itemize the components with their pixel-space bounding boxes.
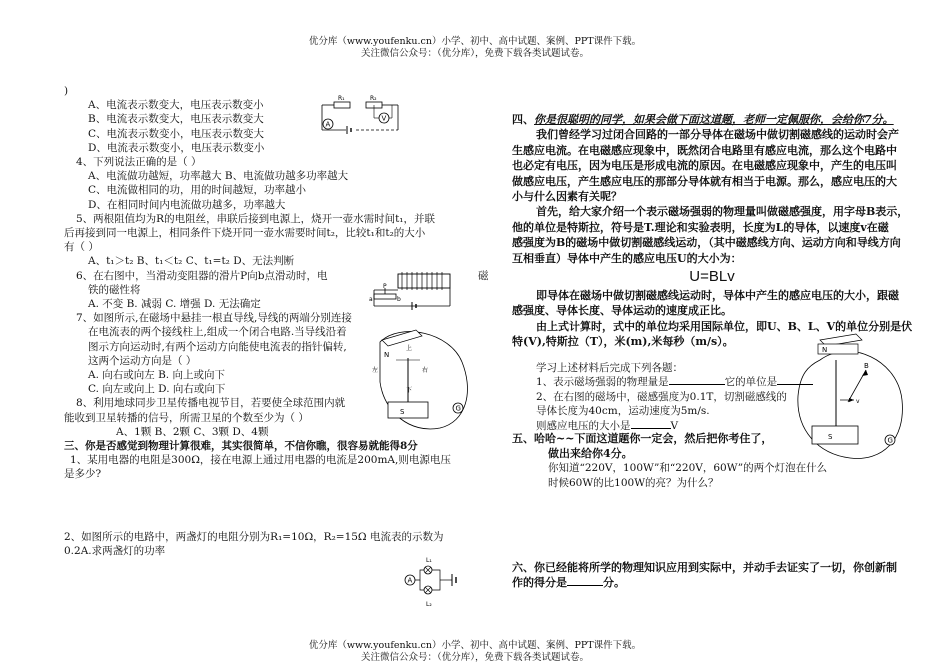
r1-resistor — [334, 102, 350, 108]
header-line-1: 优分库（www.youfenku.cn）小学、初中、高中试题、案例、PPT课件下载。 — [308, 36, 642, 47]
section-3-title: 三、你是否感觉到物理计算很难，其实很简单，不信你瞧，很容易就能得8分 — [64, 440, 418, 453]
calc2-circuit-figure — [400, 554, 470, 608]
s4-p1-l1: 我们曾经学习过闭合回路的一部分导体在磁场中做切割磁感线的运动时会产 — [536, 128, 899, 142]
q7-line-1: 7、如图所示,在磁场中悬挂一根直导线,导线的两端分别连接 — [76, 312, 352, 325]
section-6-l2: 作的得分是 分。 — [512, 576, 625, 590]
q6-options: A. 不变 B. 减弱 C. 增强 D. 无法确定 — [88, 298, 261, 311]
q3-option-a: A、电流表示数变大，电压表示数变小 — [88, 99, 264, 112]
paren: ) — [64, 85, 69, 97]
voltmeter-label: V — [381, 114, 387, 123]
rheostat — [374, 294, 396, 299]
rheostat-a-label: a — [369, 296, 373, 303]
footer-line-2: 关注微信公众号：（优分库），免费下载各类试题试卷。 — [360, 652, 589, 663]
q7-line-3: 图示方向运动时,有两个运动方向能使电流表的指针偏转, — [88, 340, 347, 353]
q8-line-1: 8、利用地球同步卫星传播电视节目，若要使全球范围内就 — [76, 397, 346, 410]
q3-option-b: B、电流表示数变大，电压表示数变大 — [88, 113, 264, 126]
q6-line-2: 铁的磁性将 — [88, 283, 141, 296]
q7-line-2: 在电流表的两个接线柱上,组成一个闭合电路.当导线沿着 — [88, 326, 347, 339]
left-label: 左 — [372, 367, 379, 374]
ammeter-label: A — [325, 120, 331, 129]
s4-p3-l1: 即导体在磁场中做切割磁感线运动时，导体中产生的感应电压的大小，跟磁 — [536, 289, 899, 303]
footer-line-1: 优分库（www.youfenku.cn）小学、初中、高中试题、案例、PPT课件下载。 — [308, 640, 642, 651]
field-galvanometer-label: G — [887, 436, 893, 445]
s4-p2-l3: 感强度为B的磁场中做切割磁感线运动，（其中磁感线方向、运动方向和导线方向 — [512, 236, 901, 250]
s4-q1: 1、表示磁场强弱的物理量是 它的单位是 — [512, 375, 912, 389]
ammeter-label-2: A — [407, 576, 413, 585]
s4-p1-l2: 生感应电流。在电磁感应现象中，既然闭合电路里有感应电流，那么这个电路中 — [512, 143, 897, 157]
up-label: 上 — [406, 345, 413, 352]
field-b-label: B — [864, 362, 869, 370]
north-pole-label: N — [384, 351, 390, 359]
s4-p2-l2: 他的单位是特斯拉，符号是T.理论和实验表明，长度为L的导体，以速度v在磁 — [512, 220, 889, 234]
lamp2-label: L₂ — [426, 601, 432, 608]
south-pole-label: S — [400, 408, 405, 416]
s4-q2-l3: 则感应电压的大小是 V — [536, 419, 679, 432]
q8-line-2: 能收到卫星转播的信号，所需卫星的个数至少为（ ） — [64, 411, 309, 424]
s4-p4-l1: 由上式计算时，式中的单位均采用国际单位，即U、B、L、V的单位分别是伏 — [536, 319, 913, 333]
r2-label: R₂ — [370, 95, 377, 102]
lamp1-label: L₁ — [426, 557, 432, 564]
q3-circuit-figure — [316, 94, 408, 138]
score-blank[interactable] — [567, 585, 603, 586]
formula: U=BLv — [689, 268, 735, 286]
galvanometer-label: G — [455, 404, 461, 413]
s4-p4-l2: 特(V),特斯拉（T），米(m),米每秒（m/s）。 — [512, 335, 734, 349]
section-6-l1: 六、你已经能将所学的物理知识应用到实际中，并动手去证实了一切，你创新制 — [512, 561, 897, 574]
calc-2-line-2: 0.2A.求两盏灯的功率 — [64, 545, 166, 558]
q4-option-ab: A、电流做功越短，功率越大 B、电流做功越多功率越大 — [88, 170, 349, 183]
q7-options-cd: C. 向左或向上 D. 向右或向下 — [88, 383, 226, 396]
rheostat-b-label: b — [397, 296, 401, 303]
s4-q-intro: 学习上述材料后完成下列各题： — [536, 362, 683, 374]
q5-options: A、t₁＞t₂ B、t₁＜t₂ C、t₁=t₂ D、无法判断 — [88, 255, 295, 268]
q3-option-c: C、电流表示数变小，电压表示数变大 — [88, 127, 265, 140]
q4-option-c: C、电流做相同的功，用的时间越短，功率越小 — [88, 184, 307, 197]
q7-magnet-figure — [370, 322, 474, 434]
q4-option-d: D、在相同时间内电流做功越多，功率越大 — [88, 198, 286, 211]
r1-label: R₁ — [338, 95, 345, 102]
q7-line-4: 这两个运动方向是（ ） — [88, 354, 197, 367]
s4-p1-l5: 小与什么因素有关呢？ — [512, 190, 622, 204]
q3-option-d: D、电流表示数变小，电压表示数变小 — [88, 141, 265, 154]
q5-line-3: 有（ ） — [64, 241, 99, 254]
section-4-title: 四、你是很聪明的同学，如果会做下面这道题，老师一定佩服你，会给你7分。 — [512, 113, 894, 126]
calc-1-line-1: 1、某用电器的电阻是300Ω，接在电源上通过用电器的电流是200mA,则电源电压 — [70, 454, 451, 467]
s4-field-figure — [790, 330, 910, 466]
s4-p3-l2: 感强度、导体长度、导体运动的速度成正比。 — [512, 304, 732, 318]
q5-line-2: 后再接到同一电源上，相同条件下烧开同一壶水需要时间t₂，比较t₁和t₂的大小 — [64, 227, 426, 240]
q6-magnet-char: 磁 — [478, 269, 489, 282]
calc-1-line-2: 是多少? — [64, 468, 102, 481]
s4-p1-l3: 也必定有电压，因为电压是形成电流的原因。在电磁感应现象中，产生的电压叫 — [512, 159, 897, 173]
page-footer — [0, 640, 950, 664]
velocity-label: v — [856, 398, 860, 405]
s4-p1-l4: 做感应电压，产生感应电压的那部分导体就有相当于电源。那么，感应电压的大 — [512, 174, 897, 188]
s4-q2-l1: 2、在右图的磁场中，磁感强度为0.1T，切割磁感线的 — [536, 390, 787, 403]
section-5-title: 五、哈哈~~下面这道题你一定会，然后把你考住了， — [512, 432, 773, 445]
field-north-label: N — [822, 346, 828, 354]
s5-q-l1: 你知道“220V，100W”和“220V，60W”的两个灯泡在什么 — [548, 462, 828, 474]
section-5-title-2: 做出来给你4分。 — [548, 447, 633, 460]
field-south-magnet — [812, 426, 858, 444]
right-label: 右 — [422, 367, 429, 374]
q8-options: A、1颗 B、2颗 C、3颗 D、4颗 — [116, 425, 269, 438]
right-column — [512, 112, 912, 350]
s4-q2-l2: 导体长度为40cm，运动速度为5m/s. — [536, 405, 710, 418]
south-magnet — [388, 402, 428, 418]
down-label: 下 — [406, 387, 413, 394]
field-south-label: S — [828, 433, 833, 441]
q4-question: 4、下列说法正确的是（ ） — [76, 156, 202, 169]
q7-options-ab: A. 向右或向左 B. 向上或向下 — [88, 369, 225, 382]
header-line-2: 关注微信公众号：（优分库），免费下载各类试题试卷。 — [360, 48, 589, 59]
q5-line-1: 5、两根阻值均为R的电阻丝，串联后接到电源上，烧开一壶水需时间t₁，并联 — [76, 212, 436, 225]
slider-p-label: P — [383, 283, 387, 290]
s4-p2-l4: 互相垂直）导体中产生的感应电压U的大小为： — [512, 251, 742, 265]
q6-line-1: 6、在右图中，当滑动变阻器的滑片P向b点滑动时，电 磁 — [76, 269, 489, 282]
q6-electromagnet-figure — [368, 268, 458, 310]
q2-blank[interactable] — [631, 428, 671, 429]
s4-p2-l1: 首先，给大家介绍一个表示磁场强弱的物理量叫做磁感强度，用字母B表示， — [536, 205, 909, 219]
calc-2-line-1: 2、如图所示的电路中，两盏灯的电阻分别为R₁=10Ω，R₂=15Ω 电流表的示数为 — [64, 531, 444, 543]
s5-q-l2: 时候60W的比100W的亮？为什么？ — [548, 477, 719, 489]
section-6 — [512, 560, 912, 591]
q1-blank-1[interactable] — [669, 384, 725, 385]
page-header — [0, 36, 950, 60]
